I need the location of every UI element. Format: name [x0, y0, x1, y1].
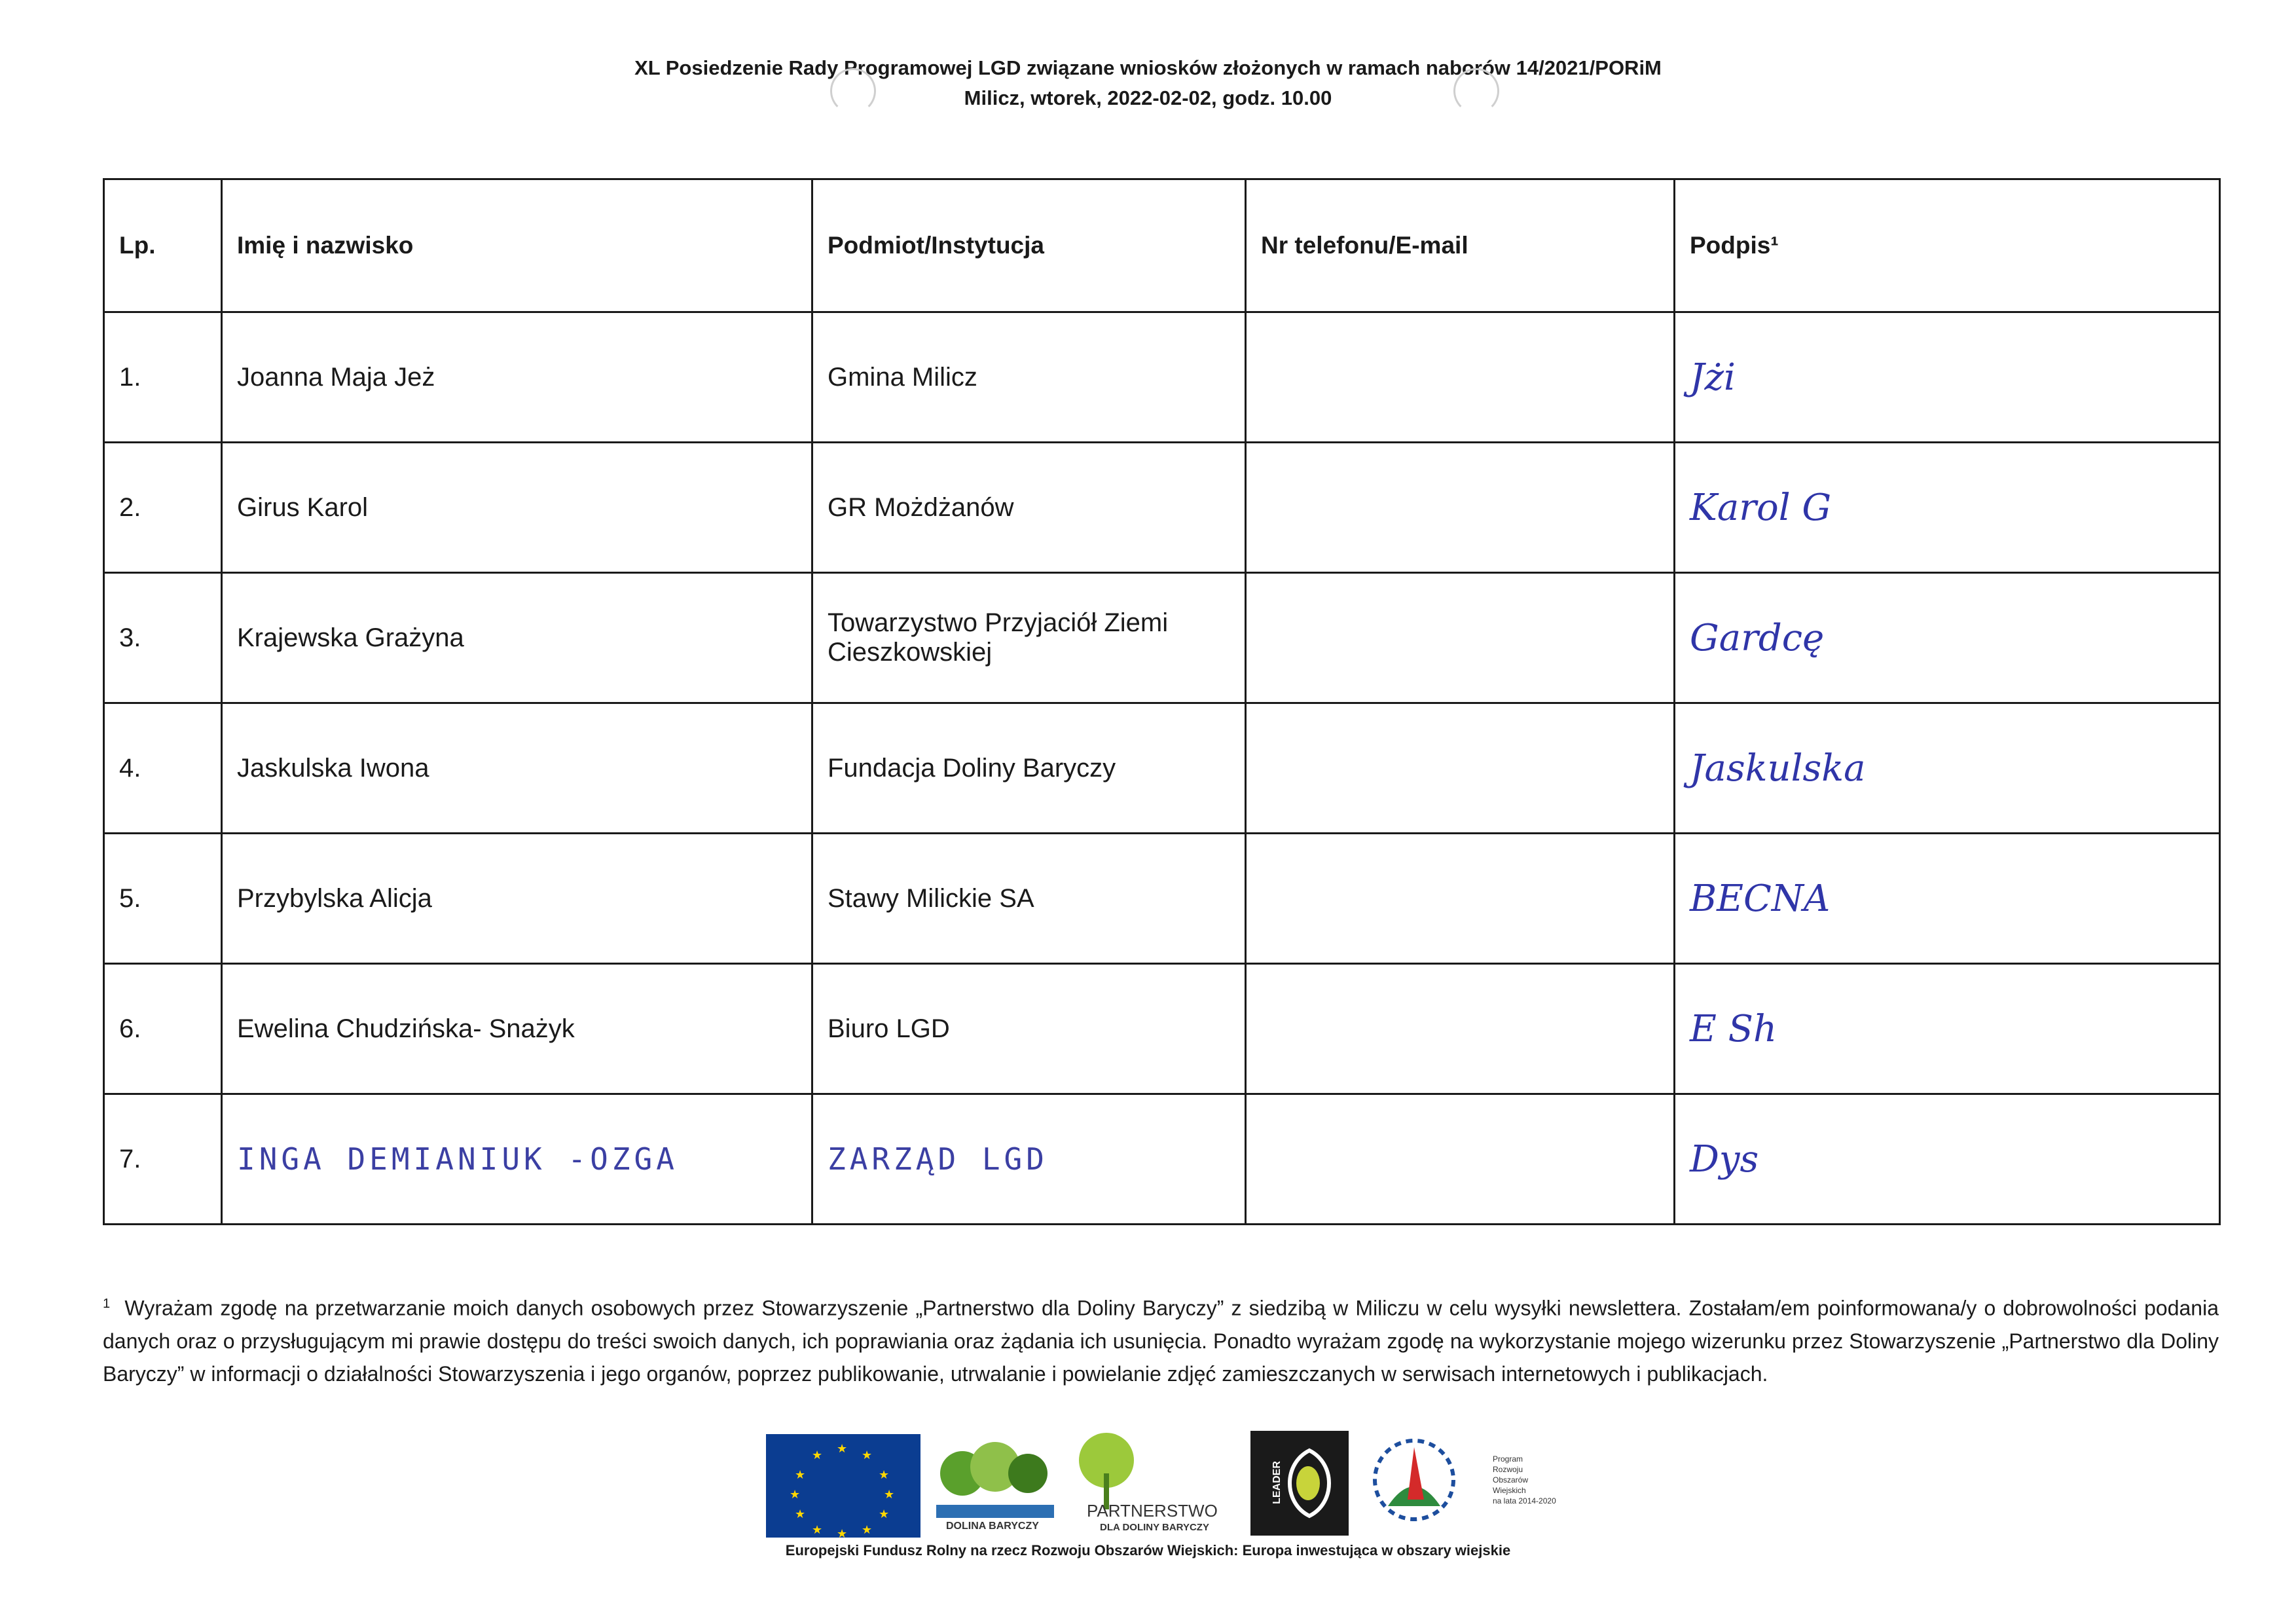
- table-row: [104, 834, 2220, 964]
- row-lp: 4.: [104, 703, 222, 834]
- row-institution: Fundacja Doliny Baryczy: [812, 703, 1246, 834]
- partnerstwo-logo-subtext: DLA DOLINY BARYCZY: [1100, 1522, 1209, 1533]
- row-contact: [1246, 573, 1675, 703]
- partnerstwo-tree-logo: [1067, 1428, 1146, 1513]
- row-signature: BECNA: [1675, 834, 2220, 964]
- row-contact: [1246, 1094, 1675, 1225]
- row-lp: 5.: [104, 834, 222, 964]
- eu-flag-logo: ★ ★ ★ ★ ★ ★ ★ ★ ★ ★ ★ ★: [766, 1434, 920, 1538]
- row-name: Jaskulska Iwona: [222, 703, 812, 834]
- row-institution: Stawy Milickie SA: [812, 834, 1246, 964]
- meeting-title: XL Posiedzenie Rady Programowej LGD związane wniosków złożonych w ramach naborów 14/2021/PORiM: [634, 56, 1662, 79]
- prow-logo-text: [1493, 1454, 1556, 1506]
- table-row: [104, 1094, 2220, 1225]
- row-institution: Gmina Milicz: [812, 312, 1246, 443]
- partnerstwo-logo-text: PARTNERSTWO: [1087, 1501, 1218, 1521]
- column-header-institution: Podmiot/Instytucja: [812, 179, 1246, 312]
- row-name: Przybylska Alicja: [222, 834, 812, 964]
- row-signature: Gardcę: [1675, 573, 2220, 703]
- prow-line: Obszarów: [1493, 1475, 1529, 1485]
- row-name: INGA DEMIANIUK -OZGA: [222, 1094, 812, 1225]
- row-signature: E Sh: [1675, 964, 2220, 1094]
- table-row: [104, 964, 2220, 1094]
- footnote-text: Wyrażam zgodę na przetwarzanie moich danych osobowych przez Stowarzyszenie „Partnerstwo dla Doliny Baryczy” z siedzibą w Miliczu w celu wysyłki newslettera. Zostałam/em poinformowana/y o dobrowolności podania danych oraz o przysługującym mi prawie dostępu do treści swoich danych, ich poprawiania oraz żądania ich usunięcia. Ponadto wyrażam zgodę na wykorzystanie mojego wizerunku przez Stowarzyszenie „Partnerstwo dla Doliny Baryczy” w informacji o działalności Stowarzyszenia i jego organów, poprzez publikowanie, utrwalanie i powielanie zdjęć zamieszczanych w serwisach internetowych i publikacjach.: [103, 1296, 2219, 1386]
- row-institution: Biuro LGD: [812, 964, 1246, 1094]
- punch-hole-mark: [1453, 68, 1499, 114]
- row-institution: Towarzystwo Przyjaciół Ziemi Cieszkowskiej: [812, 573, 1246, 703]
- column-header-contact: Nr telefonu/E-mail: [1246, 179, 1675, 312]
- table-row: [104, 312, 2220, 443]
- footnote: [103, 1287, 2219, 1390]
- row-name: Girus Karol: [222, 443, 812, 573]
- row-lp: 3.: [104, 573, 222, 703]
- row-contact: [1246, 312, 1675, 443]
- table-header-row: [104, 179, 2220, 312]
- leader-logo: [1250, 1431, 1349, 1536]
- prow-logo: [1362, 1428, 1480, 1539]
- dolina-logo-text: DOLINA BARYCZY: [946, 1521, 1039, 1532]
- row-lp: 6.: [104, 964, 222, 1094]
- column-header-lp: Lp.: [104, 179, 222, 312]
- table-row: [104, 703, 2220, 834]
- row-name: Joanna Maja Jeż: [222, 312, 812, 443]
- row-signature: Dys: [1675, 1094, 2220, 1225]
- row-institution: GR Możdżanów: [812, 443, 1246, 573]
- row-signature: Jżi: [1675, 312, 2220, 443]
- footnote-marker: 1: [103, 1297, 111, 1311]
- row-contact: [1246, 443, 1675, 573]
- prow-line: na lata 2014-2020: [1493, 1496, 1556, 1505]
- table-row: [104, 443, 2220, 573]
- table-row: [104, 573, 2220, 703]
- row-name: Ewelina Chudzińska- Snażyk: [222, 964, 812, 1094]
- punch-hole-mark: [830, 68, 876, 114]
- prow-line: Wiejskich: [1493, 1486, 1526, 1495]
- row-signature: Jaskulska: [1675, 703, 2220, 834]
- row-institution: ZARZĄD LGD: [812, 1094, 1246, 1225]
- column-header-signature: Podpis¹: [1675, 179, 2220, 312]
- attendance-table: [103, 178, 2221, 1225]
- prow-line: Rozwoju: [1493, 1465, 1523, 1474]
- row-lp: 7.: [104, 1094, 222, 1225]
- leader-leaf-icon: [1270, 1444, 1342, 1522]
- column-header-name: Imię i nazwisko: [222, 179, 812, 312]
- funding-caption: Europejski Fundusz Rolny na rzecz Rozwoju Obszarów Wiejskich: Europa inwestująca w obszary wiejskie: [785, 1542, 1511, 1559]
- row-contact: [1246, 834, 1675, 964]
- row-lp: 1.: [104, 312, 222, 443]
- meeting-date: Milicz, wtorek, 2022-02-02, godz. 10.00: [964, 86, 1332, 109]
- row-contact: [1246, 964, 1675, 1094]
- row-lp: 2.: [104, 443, 222, 573]
- row-signature: Karol G: [1675, 443, 2220, 573]
- funding-logos: [766, 1428, 1578, 1539]
- leader-logo-text: LEADER: [1271, 1461, 1283, 1504]
- row-name: Krajewska Grażyna: [222, 573, 812, 703]
- row-contact: [1246, 703, 1675, 834]
- prow-line: Program: [1493, 1454, 1523, 1464]
